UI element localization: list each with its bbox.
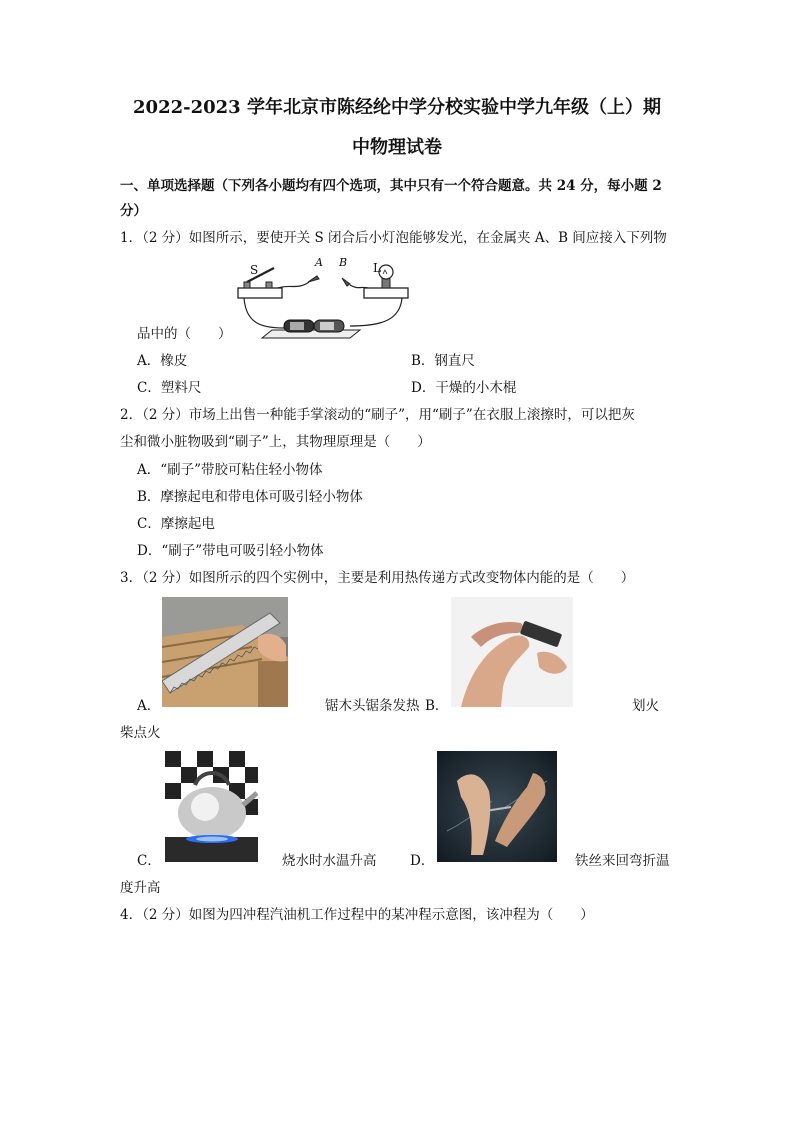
q1-option-c[interactable]: C．塑料尺: [137, 380, 202, 396]
q1-label-l: L: [373, 261, 381, 275]
section-heading-cont: 分）: [120, 203, 147, 219]
q1-option-d[interactable]: D．干燥的小木棍: [411, 380, 517, 396]
q4-stem: 4．（2 分）如图为四冲程汽油机工作过程中的某冲程示意图，该冲程为（ ）: [120, 907, 594, 923]
q1-stem-cont: 品中的（ ）: [137, 326, 232, 342]
q3-option-d-caption-cont: 度升高: [120, 880, 161, 896]
q2-stem-cont: 尘和微小脏物吸到“刷子”上，其物理原理是（ ）: [120, 434, 431, 450]
q3-image-match: [451, 597, 573, 707]
q1-option-a[interactable]: A．橡皮: [137, 353, 188, 369]
q1-label-s: S: [250, 263, 259, 277]
q3-image-kettle: [165, 751, 258, 862]
q3-option-d-letter[interactable]: D．: [410, 853, 435, 869]
q3-image-saw: [162, 597, 288, 707]
q3-option-c-letter[interactable]: C．: [137, 853, 161, 869]
exam-title-line2: 中物理试卷: [352, 137, 442, 158]
q3-option-b-caption-cont: 柴点火: [120, 725, 161, 741]
q3-option-b-caption: 划火: [632, 698, 659, 714]
q2-option-a[interactable]: A．“刷子”带胶可粘住轻小物体: [137, 462, 323, 478]
q3-option-a-letter[interactable]: A．: [137, 698, 161, 714]
q2-option-d[interactable]: D．“刷子”带电可吸引轻小物体: [137, 543, 324, 559]
q1-label-b: B: [339, 256, 348, 269]
exam-title-line1: 2022-2023 学年北京市陈经纶中学分校实验中学九年级（上）期: [133, 97, 661, 118]
q1-option-b[interactable]: B．钢直尺: [411, 353, 475, 369]
q3-option-b-letter[interactable]: B．: [425, 698, 449, 714]
q3-option-d-caption: 铁丝来回弯折温: [575, 853, 670, 869]
q3-stem: 3．（2 分）如图所示的四个实例中，主要是利用热传递方式改变物体内能的是（ ）: [120, 570, 635, 586]
q2-stem: 2．（2 分）市场上出售一种能手掌滚动的“刷子”，用“刷子”在衣服上滚擦时，可以把灰: [120, 407, 635, 423]
q2-option-b[interactable]: B．摩擦起电和带电体可吸引轻小物体: [137, 489, 363, 505]
q1-label-a: A: [315, 256, 323, 269]
q3-option-a-caption: 锯木头锯条发热: [325, 698, 420, 714]
q3-image-wire: [437, 751, 557, 862]
q2-option-c[interactable]: C．摩擦起电: [137, 516, 215, 532]
q3-option-c-caption: 烧水时水温升高: [282, 853, 377, 869]
q1-stem: 1．（2 分）如图所示，要使开关 S 闭合后小灯泡能够发光，在金属夹 A、B 间应接入下列物: [120, 230, 667, 246]
section-heading: 一、单项选择题（下列各小题均有四个选项，其中只有一个符合题意。共 24 分，每小题 2: [120, 178, 662, 194]
